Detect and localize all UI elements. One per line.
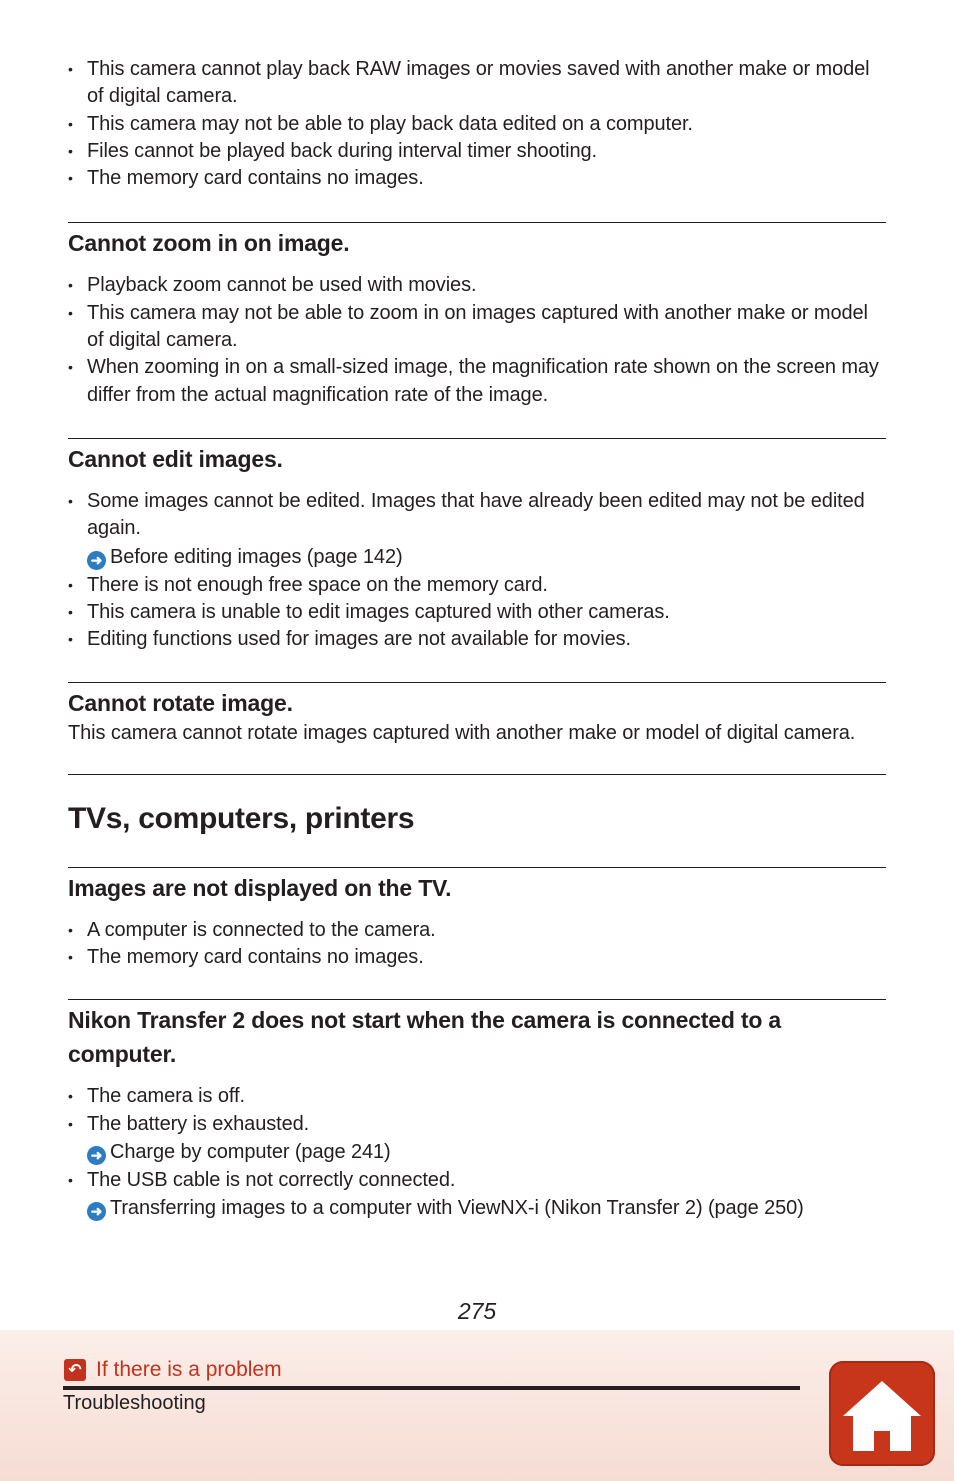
- rotate-heading: Cannot rotate image.: [68, 690, 293, 717]
- intro-bullet-list: [68, 56, 886, 192]
- tv-heading: Images are not displayed on the TV.: [68, 874, 452, 901]
- zoom-heading: Cannot zoom in on image.: [68, 230, 350, 257]
- section-divider: [68, 999, 886, 1000]
- page-number: 275: [457, 1298, 497, 1324]
- cross-reference-link[interactable]: [87, 1194, 886, 1223]
- list-item: [68, 488, 886, 572]
- page-content: [68, 56, 886, 1223]
- back-link[interactable]: [64, 1356, 282, 1384]
- cross-reference-text: Before editing images (page 142): [110, 545, 403, 568]
- list-item: • Files cannot be played back during interval timer shooting.: [68, 138, 886, 165]
- list-item-text: Some images cannot be edited. Images that have already been edited may not be edited again.: [87, 489, 865, 540]
- section-divider: [68, 867, 886, 868]
- list-item: [68, 1111, 886, 1167]
- footer: [0, 1330, 954, 1481]
- home-button[interactable]: [829, 1361, 935, 1466]
- section-divider: [68, 774, 886, 775]
- list-item: • A computer is connected to the camera.: [68, 917, 886, 944]
- list-item: • This camera cannot play back RAW images or movies saved with another make or model of digital camera.: [68, 56, 886, 111]
- current-section-label: Troubleshooting: [63, 1392, 206, 1414]
- list-item: • Playback zoom cannot be used with movies.: [68, 272, 886, 299]
- list-item: • Editing functions used for images are not available for movies.: [68, 626, 886, 653]
- edit-heading: Cannot edit images.: [68, 445, 283, 472]
- return-arrow-icon: ↶: [64, 1359, 86, 1381]
- list-item: [68, 1167, 886, 1223]
- arrow-right-circle-icon: ➜: [87, 1146, 106, 1165]
- rotate-description: This camera cannot rotate images captured with another make or model of digital camera.: [68, 722, 856, 745]
- list-item: • There is not enough free space on the memory card.: [68, 572, 886, 599]
- cross-reference-link[interactable]: [87, 1138, 886, 1167]
- list-item-text: The battery is exhausted.: [87, 1112, 310, 1135]
- arrow-right-circle-icon: ➜: [87, 551, 106, 570]
- list-item: • This camera may not be able to zoom in on images captured with another make or model of digital camera.: [68, 300, 886, 355]
- nikon-transfer-bullet-list: [68, 1083, 886, 1223]
- edit-bullet-list: [68, 488, 886, 653]
- cross-reference-text: Charge by computer (page 241): [110, 1140, 391, 1163]
- home-icon: [829, 1361, 935, 1466]
- section-divider: [68, 438, 886, 439]
- list-item-text: The USB cable is not correctly connected.: [87, 1168, 456, 1191]
- footer-divider: [63, 1386, 800, 1390]
- cross-reference-link[interactable]: [87, 543, 886, 572]
- list-item: • The memory card contains no images.: [68, 165, 886, 192]
- section-title: TVs, computers, printers: [68, 801, 415, 835]
- list-item: • This camera is unable to edit images captured with other cameras.: [68, 599, 886, 626]
- back-link-label: If there is a problem: [96, 1358, 282, 1381]
- list-item: • This camera may not be able to play back data edited on a computer.: [68, 111, 886, 138]
- list-item: • The camera is off.: [68, 1083, 886, 1110]
- section-divider: [68, 682, 886, 683]
- arrow-right-circle-icon: ➜: [87, 1202, 106, 1221]
- list-item: • The memory card contains no images.: [68, 944, 886, 971]
- zoom-bullet-list: [68, 272, 886, 408]
- tv-bullet-list: [68, 917, 886, 972]
- section-divider: [68, 222, 886, 223]
- cross-reference-text: Transferring images to a computer with ViewNX-i (Nikon Transfer 2) (page 250): [110, 1197, 804, 1220]
- nikon-transfer-heading: Nikon Transfer 2 does not start when the camera is connected to a computer.: [68, 1007, 781, 1068]
- list-item: • When zooming in on a small-sized image, the magnification rate shown on the screen may differ from the actual magnification rate of the image.: [68, 354, 886, 409]
